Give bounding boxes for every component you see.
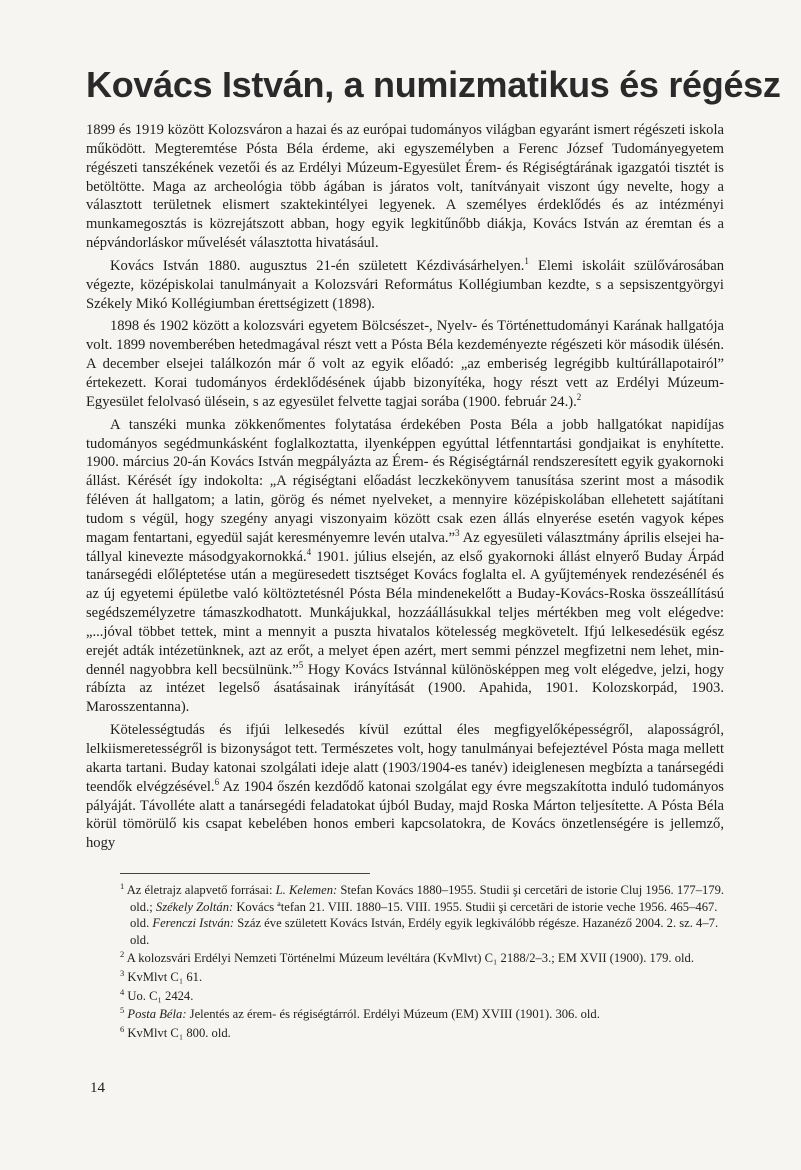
footnote-text: Uo. C₁ 2424. [124, 988, 194, 1003]
paragraph-text: 1901. július elsején, az első gyakornoki állást elnyerő Buday Árpád tanársegédi előléptetése után a megüresedett tisztséget Kovács foglalta el. A gyűjtemények rendezésénél és az új egyetemi épületbe való költöztetésnél Pósta Béla mindenekelőtt a Buday-Kovács-Roska összeállítású segédszemélyzetre támaszkodhatott. Munkájukkal, hozzáállásukkal teljes mértékben meg volt elégedve: „...jóval többet tettek, mint a mennyit a puszta hivatalos kötelesség megkövetelt. Ifjú lelkesedésük egész erejét adták intézetünknek, azt az erőt, a melyet épen azért, mert semmi pénzzel megfizetni nem lehet, mindennél nagyobbra kell becsülnünk.” [86, 548, 724, 678]
paragraph-1 [86, 121, 724, 253]
footnote-number: 2 [120, 949, 125, 960]
body-text [86, 121, 724, 857]
footnote-text: A kolozsvári Erdélyi Nemzeti Történelmi Múzeum levéltára (KvMlvt) C₁ 2188/2–3.; EM XVII (1900). 179. old. [124, 951, 694, 966]
footnote-ref[interactable]: 4 [306, 546, 312, 557]
footnote-number: 3 [120, 967, 125, 978]
footnote-ref[interactable]: 5 [298, 659, 304, 670]
footnote-divider [120, 873, 370, 874]
footnote-number: 6 [120, 1023, 125, 1034]
footnote-text: KvMlvt C₁ 800. old. [124, 1025, 231, 1040]
footnote-text: Jelentés az érem- és régiségtárról. Erdélyi Múzeum (EM) XVIII (1901). 306. old. [186, 1007, 600, 1022]
paragraph-5 [86, 721, 724, 853]
footnote-ref[interactable]: 2 [576, 391, 582, 402]
paragraph-2 [86, 257, 724, 314]
footnote-text: Kovács ªtefan 21. VIII. 1880–15. VIII. 1955. Studii şi cercetări de istorie veche 1956. 465–467. old. [130, 899, 718, 931]
paragraph-text: Kötelességtudás és ifjúi lelkesedés kívül ezúttal éles megfigyelőképességről, alaposságról, lelkiismeretességről is bizonyságot tett. Természetes volt, hogy tanulmányai befejeztével Pósta maga mellett akarta tartani. Buday katonai szolgálati ideje alatt (1903/1904-es tanév) ideiglenesen megbízta a tanársegédi teendők elvégzésével. [86, 722, 724, 795]
author-name: Posta Béla: [127, 1007, 187, 1022]
footnote-number: 4 [120, 986, 125, 997]
footnote-6 [120, 1025, 725, 1042]
paragraph-text: 1898 és 1902 között a kolozsvári egyetem Bölcsészet-, Nyelv- és Történettudományi Karának hallgatója volt. 1899 novemberében hetedmagával részt vett a Pósta Béla kezdeményezte régészeti kör második ülésén. A december elsejei találkozón már ő volt az egyik előadó: „az emberiség legrégibb kultúrállapotairól” értekezett. Korai tudományos érdeklődésének újabb bizonyítéka, hogy részt vett az Erdélyi Múzeum-Egyesület felolvasó ülésein, s az egyesület felvette tagjai sorába (1900. február 24.). [86, 318, 724, 410]
footnote-number: 5 [120, 1004, 125, 1015]
footnotes [120, 882, 725, 1043]
author-name: Ferenczi István: [152, 916, 235, 931]
paragraph-text: Az egyesületi választmány április elsejei hatállyal kinevezte másodgyakornokká. [86, 529, 724, 565]
footnote-number: 1 [120, 880, 125, 891]
footnote-ref[interactable]: 1 [524, 256, 529, 267]
author-name: L. Kelemen: [275, 883, 338, 897]
page-number: 14 [90, 1080, 105, 1096]
footnote-2 [120, 950, 725, 967]
footnote-text: Stefan Kovács 1880–1955. Studii şi cercetări de istorie Cluj 1956. 177–179. old.; [130, 883, 725, 914]
footnote-text: KvMlvt C₁ 61. [124, 969, 203, 984]
footnote-5 [120, 1006, 725, 1023]
footnote-text: Száz éve született Kovács István, Erdély egyik legkiválóbb régésze. Hazanéző 2004. 2. sz. 4–7. old. [130, 916, 719, 947]
footnote-ref[interactable]: 3 [455, 527, 460, 538]
footnote-3 [120, 969, 725, 986]
page-title: Kovács István, a numizmatikus és régész [86, 64, 781, 105]
paragraph-text: 1899 és 1919 között Kolozsváron a hazai és az európai tudományos világban egyaránt ismert régészeti iskola működött. Megteremtése Pósta Béla érdeme, aki egyszemélyben a Ferenc József Tudományegyetem régészeti tanszékének vezetői és az Erdélyi Múzeum-Egyesület Érem- és Régiségtárának igazgatói tisztét is betöltötte. Maga az archeológia több ágában is járatos volt, tanítványait viszont úgy nevelte, hogy a választott területnek elismert szaktekintélyei legyenek. A személyes érdeklődés és az intézményi munkamegosztás is közrejátszott abban, hogy egyik legkitűnőbb diákja, Kovács István az éremtan és a népvándorláskor művelését választotta hivatásául. [86, 122, 724, 252]
author-name: Székely Zoltán: [155, 899, 234, 914]
footnote-text: Az életrajz alapvető forrásai: [124, 883, 276, 897]
footnote-4 [120, 988, 725, 1005]
paragraph-text: A tanszéki munka zökkenőmentes folytatása érdekében Posta Béla a jobb hallgatókat napidíjas tudományos segédmunkásként foglalkoztatta, ilyenképpen egyúttal létfenntartási gondjaikat is enyhítette. 1900. március 20-án Kovács István megpályázta az Érem- és Régiségtárnál rendszeresített egyik gyakornoki állást. Kérését így indokolta: „A régiségtani előadást leczkekönyvem tanusítása szerint most a második féléven át hallgatom; a latin, görög és német nyelveket, a mennyire középiskolában ellehetett sajátítani tudom s végül, hogy szegény anyagi viszonyaim között csak ezen állás elnyerése esetén vagyok képes magam fentartani, egyedül saját keresményemre levén utalva.” [86, 416, 724, 546]
paragraph-text: Elemi iskoláit szülővárosában végezte, középiskolai tanulmányait a Kolozsvári Református Kollégiumban kezdte, s a sepsiszentgyörgyi Székely Mikó Kollégiumban érettségizett (1898). [86, 257, 724, 312]
paragraph-4 [86, 416, 724, 718]
footnote-1 [120, 882, 725, 948]
paragraph-text: Hogy Kovács Istvánnal különösképpen meg volt elégedve, jelzi, hogy rábízta az intézet legelső ásatásainak irányítását (1900. Apahida, 1901. Kolozskorpád, 1903. Marosszentanna). [86, 661, 724, 716]
paragraph-text: Kovács István 1880. augusztus 21-én született Kézdivásárhelyen. [110, 257, 525, 274]
paragraph-text: Az 1904 őszén kezdődő katonai szolgálat egy évre megszakította induló tudományos pályáját. Távolléte alatt a tanársegédi feladatokat újból Buday, majd Roska Márton teljesítette. A Pósta Béla körül tömörülő kis csapat kebelében honos emberi kapcsolatokra, de Kovács önzetlenségére is jellemző, hogy [86, 778, 724, 852]
footnote-ref[interactable]: 6 [214, 776, 220, 787]
paragraph-3 [86, 317, 724, 411]
